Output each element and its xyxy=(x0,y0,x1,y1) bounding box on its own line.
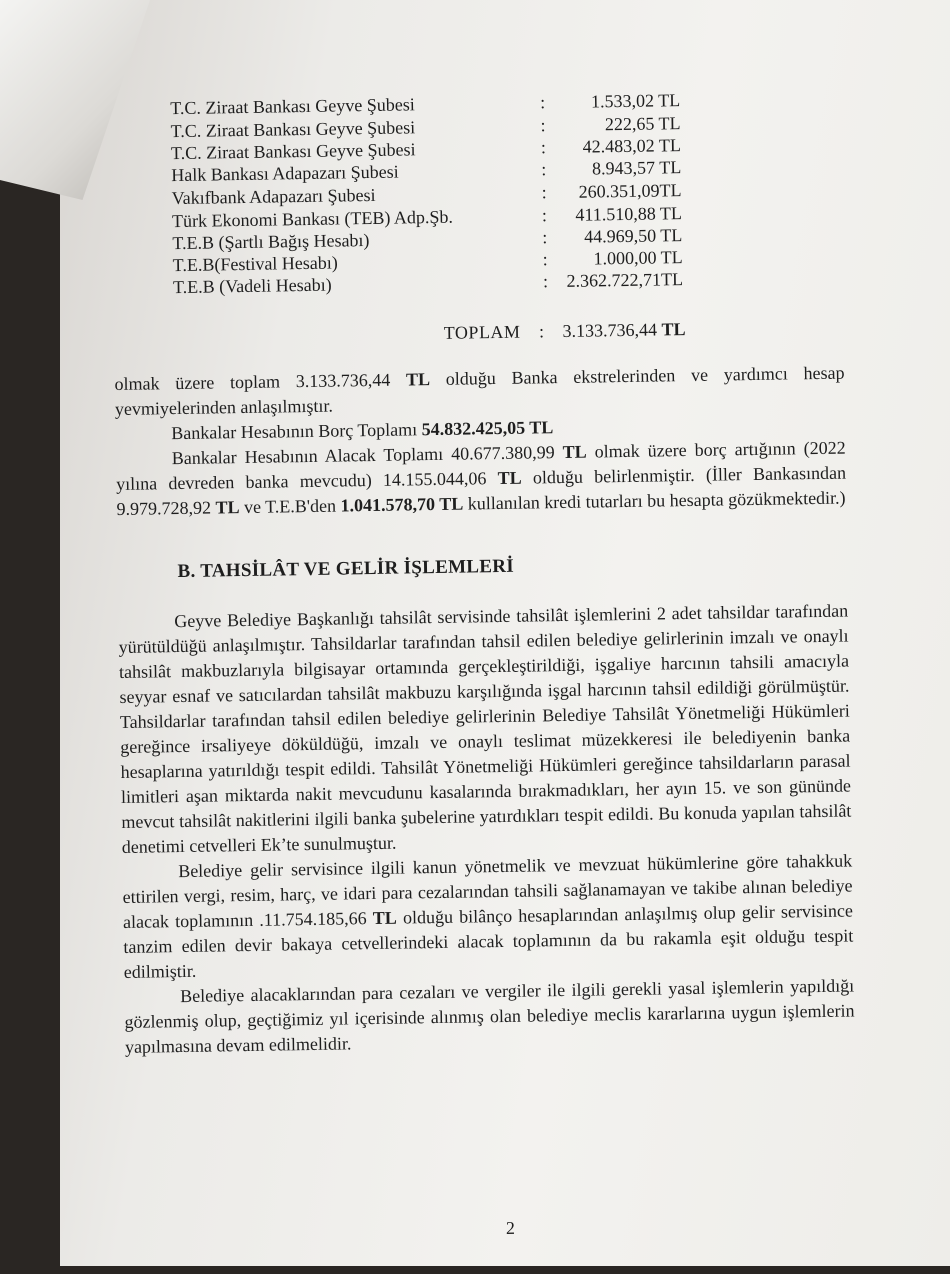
account-colon: : xyxy=(541,159,546,180)
account-colon: : xyxy=(543,271,548,292)
alacak-text: ve T.E.B'den xyxy=(239,495,340,517)
account-amount: 42.483,02 TL xyxy=(551,135,681,158)
alacak-text: kullanılan kredi tutarları bu hesapta gözükmektedir.) xyxy=(463,488,846,514)
account-colon: : xyxy=(542,227,547,248)
summary-unit: TL xyxy=(406,369,430,389)
body-text: Belediye gelir servisince ilgili kanun yönetmelik ve mevzuat hükümlerine göre tahakkuk ettirilen vergi, resim, harç, ve idari para cezalarından tahsili sağlanamayan ve takibe alınan belediye alacak toplamının .11.754.185,66 xyxy=(122,851,852,932)
borc-amount: 54.832.425,05 TL xyxy=(422,417,554,439)
alacak-unit: TL xyxy=(215,497,239,517)
alacak-text: Bankalar Hesabının Alacak Toplamı 40.677.380,99 xyxy=(172,442,563,468)
account-name: T.E.B(Festival Hesabı) xyxy=(173,253,338,277)
summary-text: olduğu Banka ekstrelerinden ve yardımcı hesap yevmiyelerinden anlaşılmıştır. xyxy=(115,363,845,419)
total-row xyxy=(444,319,686,344)
account-amount: 222,65 TL xyxy=(550,113,680,136)
section-heading: B. TAHSİLÂT VE GELİR İŞLEMLERİ xyxy=(177,556,514,583)
total-amount: 3.133.736,44 xyxy=(562,320,657,341)
account-name: T.C. Ziraat Bankası Geyve Şubesi xyxy=(170,117,415,142)
account-amount: 1.533,02 TL xyxy=(550,90,680,113)
account-amount: 260.351,09TL xyxy=(551,180,681,203)
alacak-unit: TL xyxy=(498,468,522,488)
alacak-text: olmak üzere borç artığının (2022 yılına devreden banka mevcudu) 14.155.044,06 xyxy=(116,438,846,494)
page-number: 2 xyxy=(506,1218,515,1239)
account-name: T.E.B (Vadeli Hesabı) xyxy=(173,275,332,298)
body-unit: TL xyxy=(373,908,397,928)
total-unit: TL xyxy=(661,319,685,339)
account-colon: : xyxy=(542,249,547,270)
alacak-amount: 1.041.578,70 TL xyxy=(340,494,463,516)
body-paragraph-3: Belediye alacaklarından para cezaları ve vergiler ile ilgili gerekli yasal işlemlerin yapıldığı gözlenmiş olup, geçtiğimiz yıl içerisinde alınmış olan belediye meclis kararlarına uygun işlemlerin yapılmasına devam edilmelidir. xyxy=(124,973,855,1059)
body-block xyxy=(118,599,855,1060)
account-name: Vakıfbank Adapazarı Şubesi xyxy=(171,185,375,209)
account-colon: : xyxy=(541,137,546,158)
alacak-paragraph xyxy=(116,436,847,522)
account-amount: 44.969,50 TL xyxy=(552,225,682,248)
summary-block xyxy=(114,361,846,522)
body-text: olduğu bilânço hesaplarından anlaşılmış olup gelir servisince tanzim edilen devir bakaya cetvellerindeki alacak toplamının da bu rakamla eşit olduğu tespit edilmiştir. xyxy=(123,900,853,981)
summary-text: olmak üzere toplam 3.133.736,44 xyxy=(114,369,406,394)
account-name: T.C. Ziraat Bankası Geyve Şubesi xyxy=(170,94,415,119)
total-colon: : xyxy=(539,321,544,341)
account-name: Halk Bankası Adapazarı Şubesi xyxy=(171,162,399,187)
account-colon: : xyxy=(541,182,546,203)
account-amount: 8.943,57 TL xyxy=(551,157,681,180)
account-amount: 411.510,88 TL xyxy=(552,203,682,226)
account-colon: : xyxy=(540,115,545,136)
account-name: T.E.B (Şartlı Bağış Hesabı) xyxy=(172,230,369,254)
body-paragraph-1: Geyve Belediye Başkanlığı tahsilât servisinde tahsilât işlemlerini 2 adet tahsildar tarafından yürütüldüğü anlaşılmıştır. Tahsildarlar tarafından tahsil edilen belediye gelirlerinin imzalı ve onaylı tahsilât makbuzlarıyla bilgisayar ortamında gerçekleştirildiği, işgaliye harcının tahsili amacıyla seyyar esnaf ve satıcılardan tahsilât makbuzu karşılığında işgal harcının tahsil edildiği görülmüştür. Tahsildarlar tarafından tahsil edilen belediye gelirlerinin Belediye Tahsilât Yönetmeliği Hükümleri gereğince irsaliyeye döküldüğü, imzalı ve onaylı teslimat müzekkeresi ile belediyenin banka hesaplarına yatırıldığı tespit edildi. Tahsilât Yönetmeliği Hükümleri gereğince tahsildarların parasal limitleri aşan miktarda nakit mevcudunu kasalarında bırakmadıkları, her ayın 15. ve son gününde mevcut tahsilât nakitlerini ilgili banka şubelerine yatırdıkları tespit edildi. Bu konuda yapılan tahsilât denetimi cetvelleri Ek’te sunulmuştur. xyxy=(118,599,852,860)
account-name: Türk Ekonomi Bankası (TEB) Adp.Şb. xyxy=(172,207,453,232)
account-amount: 1.000,00 TL xyxy=(552,247,682,270)
account-name: T.C. Ziraat Bankası Geyve Şubesi xyxy=(171,139,416,164)
account-amount: 2.362.722,71TL xyxy=(553,269,683,292)
body-paragraph-2 xyxy=(122,849,854,985)
borc-text: Bankalar Hesabının Borç Toplamı xyxy=(171,419,422,443)
account-colon: : xyxy=(540,92,545,113)
alacak-text: olduğu belirlenmiştir. (İller Bankasından 9.979.728,92 xyxy=(116,463,846,519)
account-colon: : xyxy=(542,205,547,226)
alacak-unit: TL xyxy=(562,442,586,462)
total-label: TOPLAM xyxy=(444,322,521,343)
